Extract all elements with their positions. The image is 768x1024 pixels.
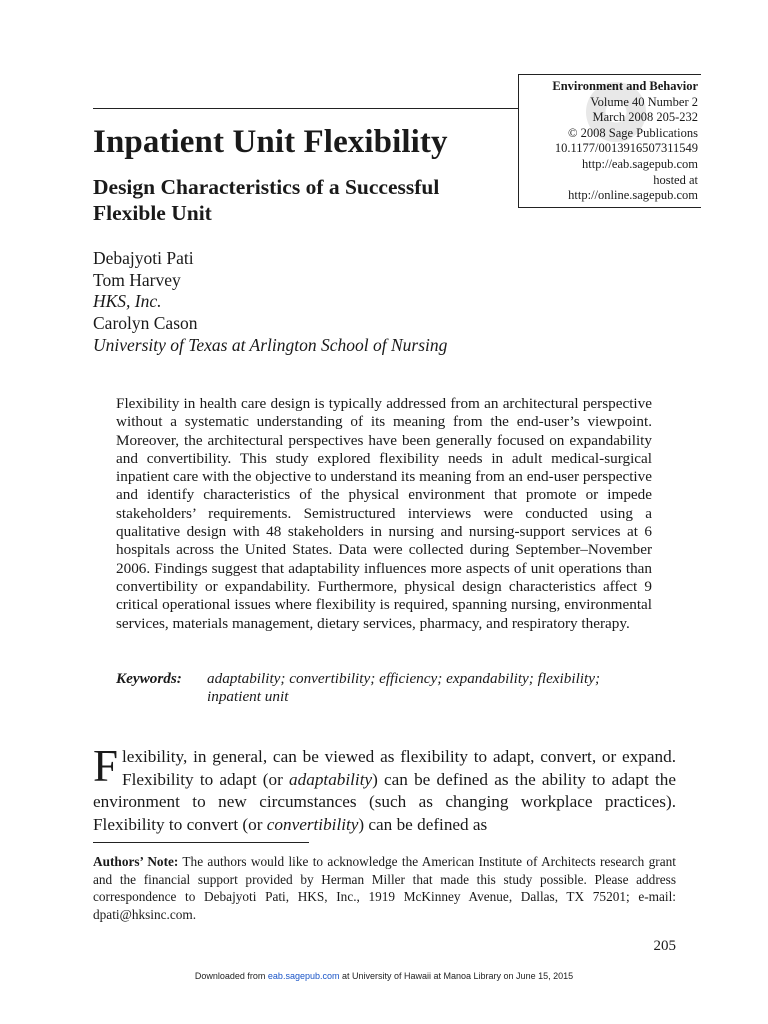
author-affiliation: HKS, Inc. [93,291,162,312]
drop-cap: F [93,741,119,791]
download-prefix: Downloaded from [194,971,268,981]
keywords-label: Keywords: [116,670,182,687]
journal-info [552,79,698,204]
journal-name: Environment and Behavior [552,79,698,93]
authors-note [93,853,676,923]
page-number: 205 [653,938,676,954]
journal-date-pages: March 2008 205-232 [592,110,698,125]
body-text-segment: ) can be defined as [358,814,488,834]
journal-host-url[interactable]: http://online.sagepub.com [568,188,698,203]
body-text-italic: convertibility [266,814,359,834]
download-notice [0,971,768,981]
author-line: Tom Harvey [93,269,181,290]
journal-doi: 10.1177/0013916507311549 [554,141,698,156]
body-text-segment: lexibility, in general, can be viewed as flexibility to adapt, convert, or expand. Flexibility to adapt (or [122,747,676,789]
journal-hosted-at: hosted at [653,172,698,187]
author-list [93,248,447,357]
abstract: Flexibility in health care design is typically addressed from an architectural perspective without a systematic understanding of its meaning from the end-user’s viewpoint. Moreover, the architectural perspectives have been generally focused on expandability and convertibility. This study explored flexibility needs in adult medical-surgical inpatient care with the objective to understand its meaning from an end-user perspective and identify characteristics of the physical environment that promote or impede stakeholders’ requirements. Semistructured interviews were conducted using a qualitative design with 48 stakeholders in nursing and nursing-support services at 6 hospitals across the United States. Data were collected during September–November 2006. Findings suggest that adaptability influences more aspects of unit operations than convertibility or expandability. Furthermore, physical design characteristics affect 9 critical operational issues where flexibility is required, spanning nursing, environmental services, materials management, dietary services, pharmacy, and respiratory therapy. [116,395,652,632]
journal-url[interactable]: http://eab.sagepub.com [582,156,698,171]
body-text-italic: adaptability [289,769,373,789]
author-line: Debajyoti Pati [93,248,194,268]
author-affiliation: University of Texas at Arlington School of Nursing [93,334,448,355]
article-title: Inpatient Unit Flexibility [93,124,448,160]
keywords-terms: adaptability; convertibility; efficiency; expandability; flexibility; inpatient unit [207,670,601,706]
author-line: Carolyn Cason [93,313,198,334]
article-subtitle: Design Characteristics of a Successful Flexible Unit [93,175,440,225]
journal-volume: Volume 40 Number 2 [590,94,698,109]
authors-note-label: Authors’ Note: [93,854,179,869]
authors-note-text: The authors would like to acknowledge the American Institute of Architects research grant and the financial support provided by Herman Miller that made this study possible. Please address correspondence to Debajyoti Pati, HKS, Inc., 1919 McKinney Avenue, Dallas, TX 75201; e-mail: dpati@hksinc.com. [93,854,676,922]
body-paragraph [93,741,676,836]
header-rule [93,108,518,109]
download-suffix: at University of Hawaii at Manoa Library on June 15, 2015 [339,971,574,981]
body-text-segment: ) can be defined as the ability to adapt the environment to new circumstances (such as changing workplace practices). Flexibility to convert (or [93,769,676,834]
download-link[interactable]: eab.sagepub.com [267,971,340,981]
footnote-rule [93,842,309,843]
journal-copyright: © 2008 Sage Publications [568,125,698,140]
